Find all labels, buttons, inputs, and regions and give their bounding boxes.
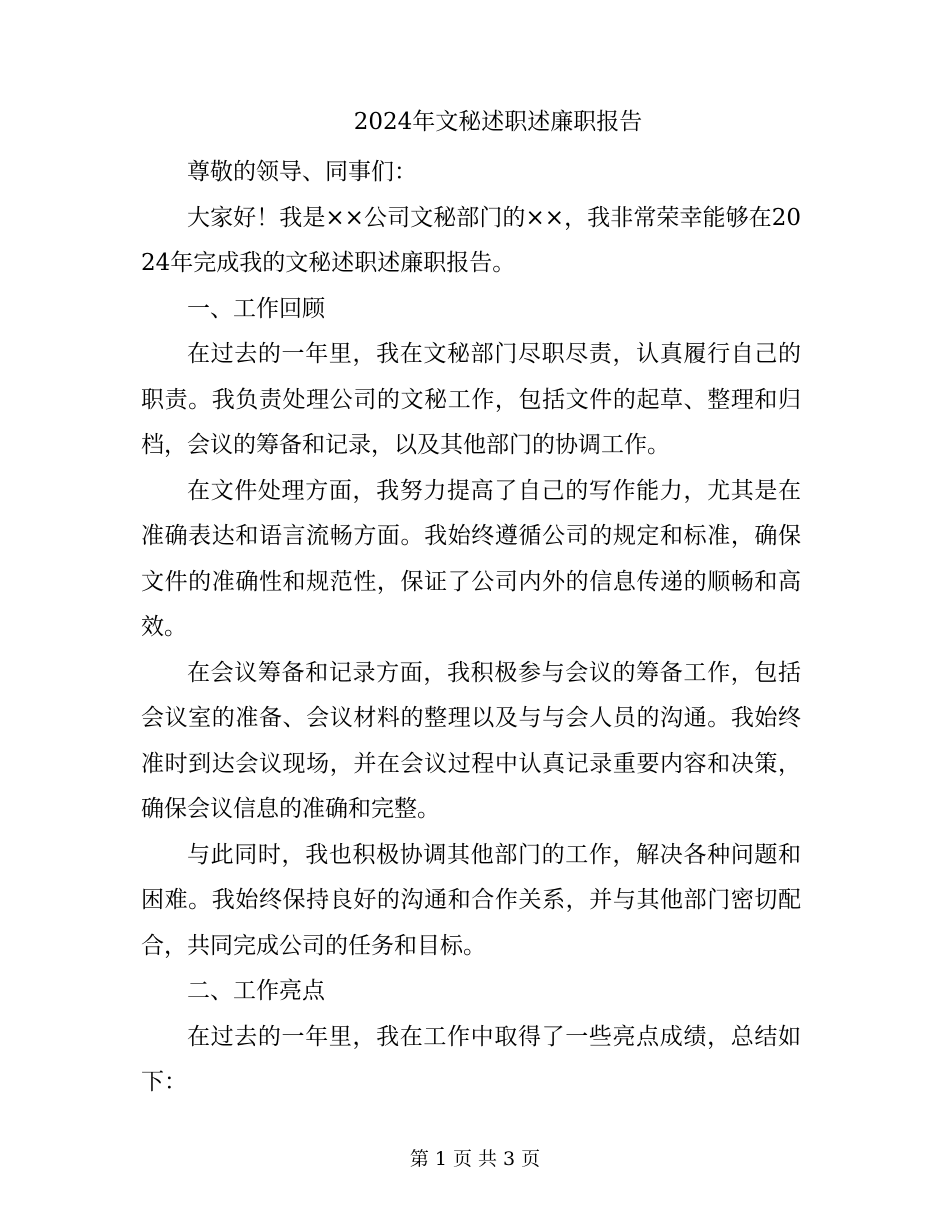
section-heading-highlights: 二、工作亮点: [187, 978, 325, 1004]
document-body: [141, 150, 801, 1106]
body-paragraph: 在会议筹备和记录方面，我积极参与会议的筹备工作，包括会议室的准备、会议材料的整理以及与与会人员的沟通。我始终准时到达会议现场，并在会议过程中认真记录重要内容和决策，确保会议信息的准确和完整。: [141, 659, 801, 822]
body-paragraph: 在过去的一年里，我在文秘部门尽职尽责，认真履行自己的职责。我负责处理公司的文秘工作，包括文件的起草、整理和归档，会议的筹备和记录，以及其他部门的协调工作。: [141, 341, 801, 458]
section-heading-work-review: 一、工作回顾: [187, 295, 325, 322]
body-paragraph: 与此同时，我也积极协调其他部门的工作，解决各种问题和困难。我始终保持良好的沟通和合作关系，并与其他部门密切配合，共同完成公司的任务和目标。: [141, 841, 801, 959]
page-number-footer: 第 1 页 共 3 页: [409, 1148, 541, 1170]
document-title: 2024年文秘述职述廉职报告: [353, 109, 643, 135]
body-paragraph: 在文件处理方面，我努力提高了自己的写作能力，尤其是在准确表达和语言流畅方面。我始终遵循公司的规定和标准，确保文件的准确性和规范性，保证了公司内外的信息传递的顺畅和高效。: [141, 477, 801, 640]
body-paragraph: 在过去的一年里，我在工作中取得了一些亮点成绩，总结如下：: [141, 1023, 801, 1095]
intro-paragraph: 大家好！我是××公司文秘部门的××，我非常荣幸能够在2024年完成我的文秘述职述廉职报告。: [141, 204, 801, 276]
salutation-paragraph: 尊敬的领导、同事们：: [187, 159, 417, 185]
